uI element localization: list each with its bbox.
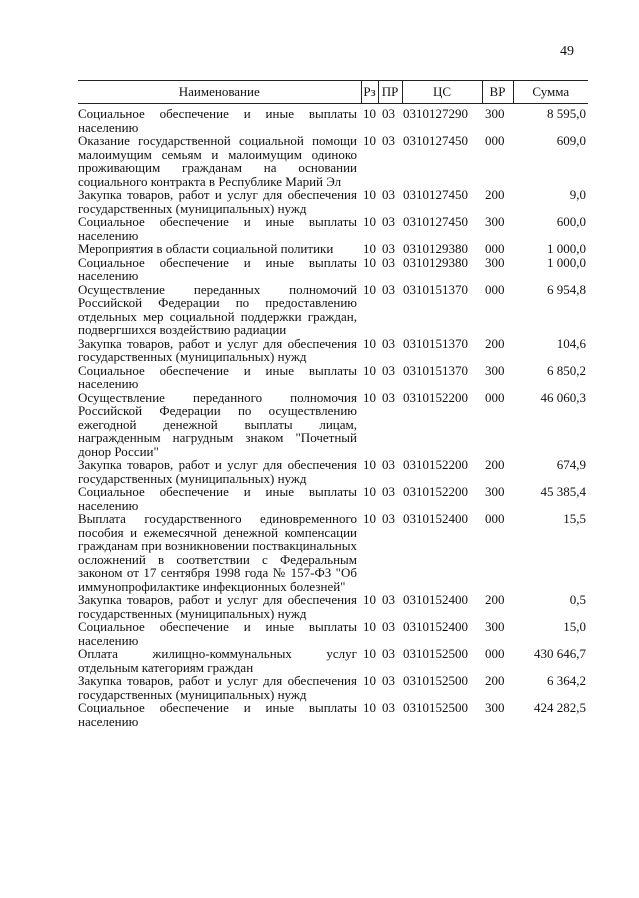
cell-sum: 424 282,5 [534,700,586,715]
table-row [78,674,588,701]
cell-vr: 300 [485,254,505,270]
cell-sum: 600,0 [556,214,586,229]
cell-rz: 10 [363,646,376,661]
table-header [78,81,588,104]
cell-name: Оплата жилищно-коммунальных услуг отдельным категориям граждан [78,646,357,675]
cell-cs: 0310152200 [403,389,468,405]
cell-cs: 0310151370 [403,281,468,297]
cell-pr: 03 [382,214,395,229]
cell-rz: 10 [363,254,376,270]
cell-cs: 0310151370 [403,335,468,351]
cell-rz: 10 [363,457,376,472]
cell-rz: 10 [363,133,376,148]
cell-rz: 10 [363,700,376,715]
cell-pr: 03 [382,592,395,607]
table-row [78,647,588,674]
cell-rz: 10 [363,281,376,297]
cell-vr: 000 [485,389,505,405]
cell-name: Социальное обеспечение и иные выплаты населению [78,362,357,391]
cell-rz: 10 [363,214,376,229]
cell-cs: 0310152200 [403,457,468,472]
table-row [78,134,588,188]
cell-name: Социальное обеспечение и иные выплаты населению [78,214,357,243]
cell-name: Социальное обеспечение и иные выплаты населению [78,619,357,648]
cell-rz: 10 [363,106,376,121]
page-number: 49 [560,44,574,59]
cell-pr: 03 [382,619,395,634]
cell-vr: 000 [485,281,505,297]
cell-vr: 300 [485,214,505,229]
cell-pr: 03 [382,646,395,661]
header-cs: ЦС [402,81,482,104]
cell-rz: 10 [363,673,376,688]
cell-vr: 000 [485,646,505,661]
cell-name: Закупка товаров, работ и услуг для обеспечения государственных (муниципальных) нужд [78,673,357,702]
cell-vr: 200 [485,187,505,202]
cell-name: Мероприятия в области социальной политики [78,241,334,256]
header-vr: ВР [482,81,513,104]
cell-cs: 0310151370 [403,362,468,378]
cell-vr: 000 [485,241,505,256]
cell-vr: 200 [485,457,505,472]
cell-vr: 000 [485,133,505,148]
cell-vr: 200 [485,592,505,607]
cell-vr: 000 [485,511,505,526]
cell-name: Оказание государственной социальной помощи малоимущим семьям и малоимущим одиноко проживающим гражданам на основании социального контракта в Республике Марий Эл [78,133,357,189]
table-row [78,485,588,512]
cell-cs: 0310152500 [403,700,468,715]
cell-vr: 200 [485,673,505,688]
cell-vr: 300 [485,106,505,121]
table-row [78,512,588,593]
cell-pr: 03 [382,511,395,526]
cell-pr: 03 [382,106,395,121]
cell-vr: 300 [485,484,505,499]
cell-sum: 609,0 [556,133,586,148]
cell-pr: 03 [382,457,395,472]
cell-name: Осуществление переданных полномочий Российской Федерации по предоставлению отдельных мер социальной поддержки граждан, подвергшихся воздействию радиации [78,281,357,337]
cell-sum: 6 364,2 [547,673,586,688]
cell-pr: 03 [382,700,395,715]
cell-rz: 10 [363,335,376,351]
cell-sum: 1 000,0 [547,241,586,256]
cell-cs: 0310127450 [403,214,468,229]
cell-cs: 0310152400 [403,592,468,607]
cell-pr: 03 [382,362,395,378]
table-row [78,458,588,485]
cell-cs: 0310127290 [403,106,468,121]
cell-sum: 104,6 [556,335,586,351]
cell-name: Социальное обеспечение и иные выплаты населению [78,254,357,283]
budget-table [78,80,588,728]
header-pr: ПР [378,81,402,104]
cell-name: Закупка товаров, работ и услуг для обеспечения государственных (муниципальных) нужд [78,457,357,486]
cell-name: Закупка товаров, работ и услуг для обеспечения государственных (муниципальных) нужд [78,592,357,621]
cell-cs: 0310152200 [403,484,468,499]
table-row [78,107,588,134]
cell-cs: 0310152400 [403,619,468,634]
cell-pr: 03 [382,241,395,256]
cell-cs: 0310127450 [403,187,468,202]
cell-vr: 300 [485,362,505,378]
cell-name: Социальное обеспечение и иные выплаты населению [78,700,357,729]
table-row [78,620,588,647]
cell-name: Социальное обеспечение и иные выплаты населению [78,106,357,135]
cell-rz: 10 [363,187,376,202]
cell-pr: 03 [382,484,395,499]
cell-rz: 10 [363,484,376,499]
cell-pr: 03 [382,133,395,148]
cell-sum: 674,9 [556,457,586,472]
cell-sum: 15,0 [563,619,586,634]
cell-vr: 200 [485,335,505,351]
cell-cs: 0310152400 [403,511,468,526]
cell-rz: 10 [363,389,376,405]
header-sum: Сумма [513,81,588,104]
cell-rz: 10 [363,592,376,607]
table-row [78,701,588,728]
cell-rz: 10 [363,511,376,526]
cell-sum: 430 646,7 [534,646,586,661]
header-name: Наименование [78,81,361,104]
cell-cs: 0310152500 [403,673,468,688]
cell-sum: 0,5 [569,592,586,607]
cell-vr: 300 [485,700,505,715]
cell-pr: 03 [382,335,395,351]
table-body [78,104,588,729]
cell-name: Осуществление переданного полномочия Российской Федерации по осуществлению ежегодной денежной выплаты лицам, награжденным нагрудным знаком "Почетный донор России" [78,389,357,459]
cell-cs: 0310129380 [403,241,468,256]
table-row [78,242,588,256]
table-row [78,256,588,283]
cell-rz: 10 [363,619,376,634]
table-row [78,215,588,242]
cell-cs: 0310152500 [403,646,468,661]
cell-sum: 45 385,4 [540,484,586,499]
cell-sum: 6 850,2 [547,362,586,378]
header-row [78,81,588,104]
cell-sum: 8 595,0 [547,106,586,121]
table-row [78,188,588,215]
cell-name: Закупка товаров, работ и услуг для обеспечения государственных (муниципальных) нужд [78,187,357,216]
cell-sum: 1 000,0 [547,254,586,270]
cell-name: Выплата государственного единовременного пособия и ежемесячной денежной компенсации гражданам при возникновении поствакцинальных осложнений в соответствии с Федеральным законом от 17 сентября 1998 года № 157-ФЗ "Об иммунопрофилактике инфекционных болезней" [78,511,357,594]
cell-name: Закупка товаров, работ и услуг для обеспечения государственных (муниципальных) нужд [78,335,357,364]
cell-sum: 9,0 [569,187,586,202]
table-row [78,283,588,337]
cell-sum: 6 954,8 [547,281,586,297]
table-row [78,391,588,459]
cell-sum: 46 060,3 [540,389,586,405]
cell-pr: 03 [382,281,395,297]
cell-name: Социальное обеспечение и иные выплаты населению [78,484,357,513]
table-row [78,337,588,364]
table-row [78,593,588,620]
cell-cs: 0310127450 [403,133,468,148]
header-rz: Рз [361,81,378,104]
cell-vr: 300 [485,619,505,634]
cell-pr: 03 [382,187,395,202]
cell-rz: 10 [363,362,376,378]
cell-pr: 03 [382,673,395,688]
cell-rz: 10 [363,241,376,256]
cell-pr: 03 [382,389,395,405]
table-row [78,364,588,391]
cell-sum: 15,5 [563,511,586,526]
cell-cs: 0310129380 [403,254,468,270]
cell-pr: 03 [382,254,395,270]
